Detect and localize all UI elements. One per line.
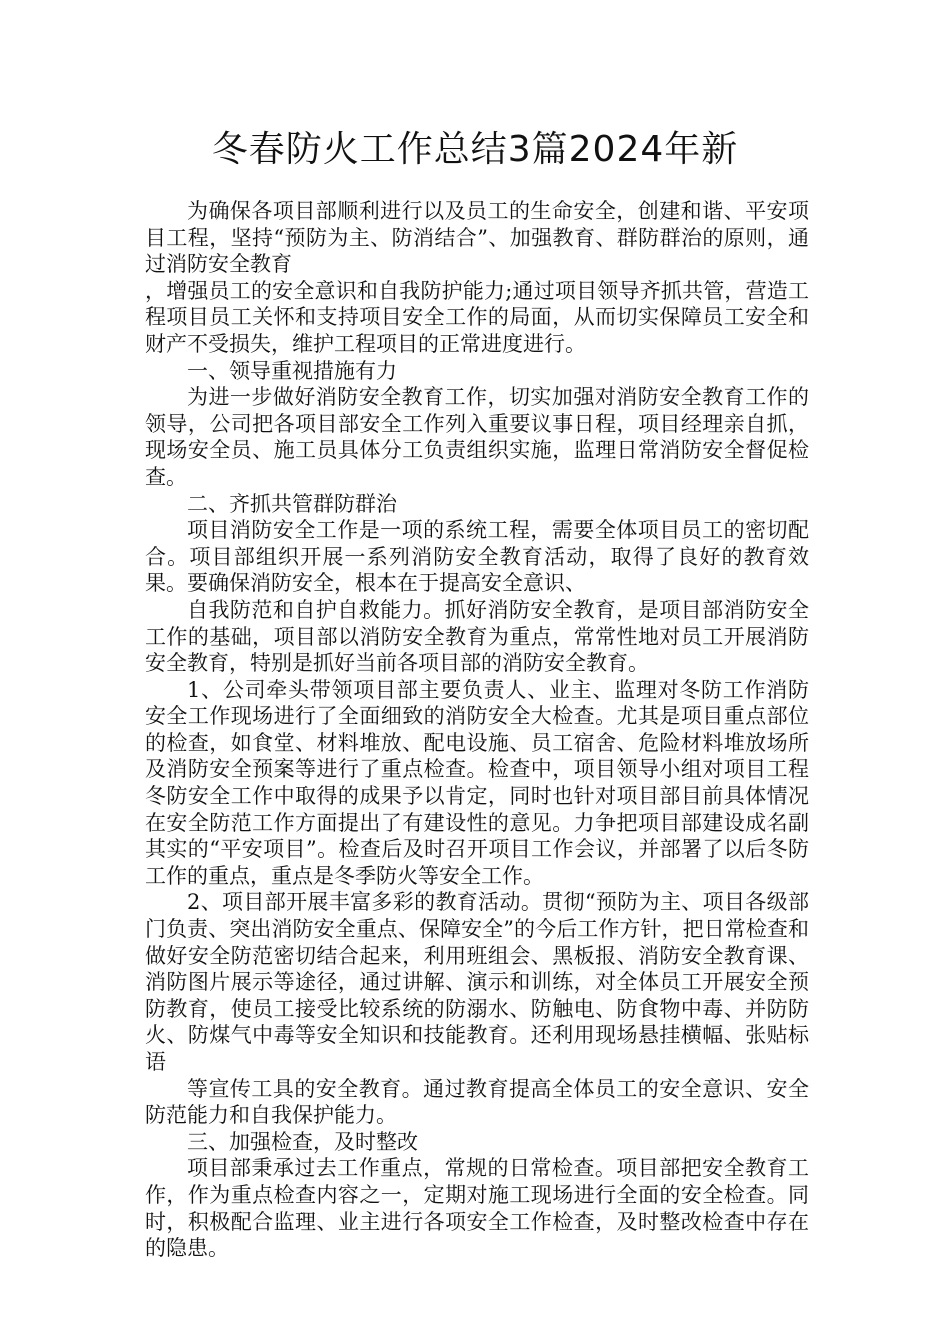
paragraph-section-3: 项目部秉承过去工作重点，常规的日常检查。项目部把安全教育工作，作为重点检查内容之一，定期对施工现场进行全面的安全检查。同时，积极配合监理、业主进行各项安全工作检查，及时整改检查中存在的隐患。: [145, 1156, 809, 1261]
paragraph-section-1: 为进一步做好消防安全教育工作，切实加强对消防安全教育工作的领导，公司把各项目部安全工作列入重要议事日程，项目经理亲自抓，现场安全员、施工员具体分工负责组织实施，监理日常消防安全督促检查。: [145, 385, 809, 489]
paragraph-section-2: 项目消防安全工作是一项的系统工程，需要全体项目员工的密切配合。项目部组织开展一系列消防安全教育活动，取得了良好的教育效果。要确保消防安全，根本在于提高安全意识、: [145, 518, 809, 596]
section-heading-3: 三、加强检查，及时整改: [187, 1129, 418, 1154]
document-body: [145, 198, 809, 1262]
paragraph-intro: 为确保各项目部顺利进行以及员工的生命安全，创建和谐、平安项目工程，坚持“预防为主、防消结合”、加强教育、群防群治的原则，通过消防安全教育: [145, 199, 809, 277]
document-title: 冬春防火工作总结3篇2024年新: [211, 129, 739, 170]
section-heading-1: 一、领导重视措施有力: [187, 358, 397, 383]
paragraph-item-2-continued: 等宣传工具的安全教育。通过教育提高全体员工的安全意识、安全防范能力和自我保护能力。: [145, 1076, 809, 1128]
paragraph-item-1: 1、公司牵头带领项目部主要负责人、业主、监理对冬防工作消防安全工作现场进行了全面细致的消防安全大检查。尤其是项目重点部位的检查，如食堂、材料堆放、配电设施、员工宿舍、危险材料堆放场所及消防安全预案等进行了重点检查。检查中，项目领导小组对项目工程冬防安全工作中取得的成果予以肯定，同时也针对项目部目前具体情况在安全防范工作方面提出了有建设性的意见。力争把项目部建设成名副其实的“平安项目”。检查后及时召开项目工作会议，并部署了以后冬防工作的重点，重点是冬季防火等安全工作。: [145, 677, 809, 888]
paragraph-intro-continued: ，增强员工的安全意识和自我防护能力;通过项目领导齐抓共管，营造工程项目员工关怀和支持项目安全工作的局面，从而切实保障员工安全和财产不受损失，维护工程项目的正常进度进行。: [145, 278, 809, 356]
paragraph-section-2-continued: 自我防范和自护自救能力。抓好消防安全教育，是项目部消防安全工作的基础，项目部以消防安全教育为重点，常常性地对员工开展消防安全教育，特别是抓好当前各项目部的消防安全教育。: [145, 597, 809, 676]
paragraph-item-2: 2、项目部开展丰富多彩的教育活动。贯彻“预防为主、项目各级部门负责、突出消防安全重点、保障安全”的今后工作方针，把日常检查和做好安全防范密切结合起来，利用班组会、黑板报、消防安全教育课、消防图片展示等途径，通过讲解、演示和训练，对全体员工开展安全预防教育，使员工接受比较系统的防溺水、防触电、防食物中毒、并防防火、防煤气中毒等安全知识和技能教育。还利用现场悬挂横幅、张贴标语: [145, 890, 809, 1074]
section-heading-2: 二、齐抓共管群防群治: [187, 491, 397, 516]
